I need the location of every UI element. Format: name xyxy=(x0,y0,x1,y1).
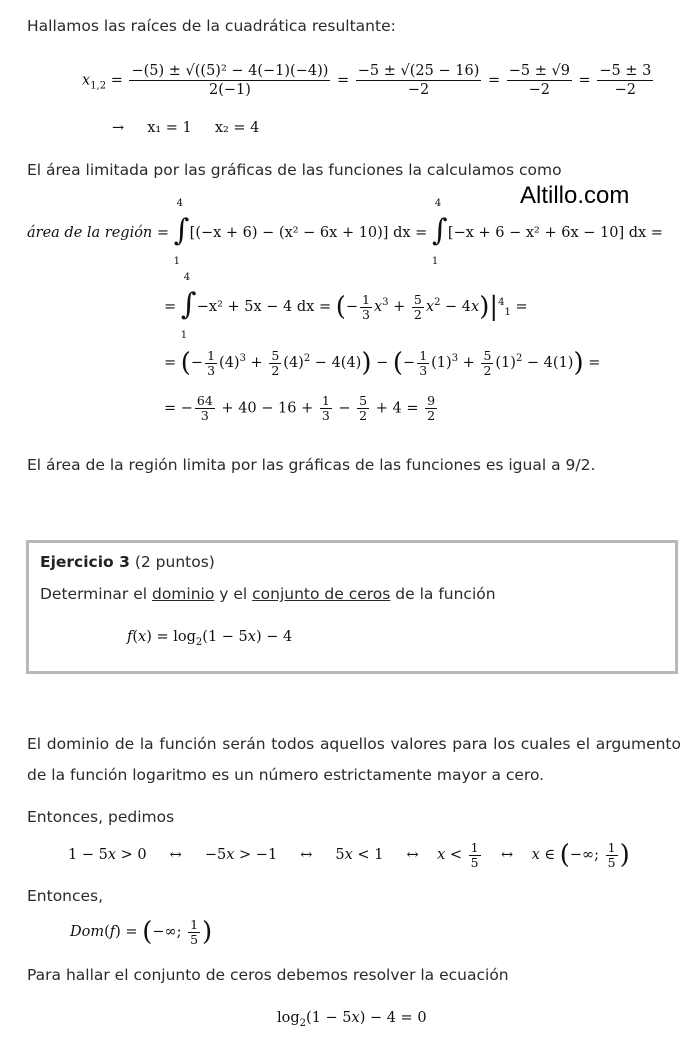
domain-result: Dom(f) = (−∞; $\frac{1}{5}$ ) xyxy=(70,916,213,947)
roots-fraction-1: $\frac{\text{−(5) ± √((5)² − 4(−1)(−4))}}{2(-1)}$ xyxy=(131,63,329,98)
paragraph-zeros-intro: Para hallar el conjunto de ceros debemos resolver la ecuación xyxy=(27,966,509,984)
paragraph-roots-intro: Hallamos las raíces de la cuadrática resultante: xyxy=(27,17,396,35)
area-formula-line2: = 4 ∫ 1 −x² + 5x − 4 dx = (− $\frac{1}{3}$ $x^3$ + $\frac{5}{2}$ $x^2 - 4x)|^4_1$ = xyxy=(164,272,528,341)
paragraph-area-result: El área de la región limita por las gráficas de las funciones es igual a 9/2. xyxy=(27,456,596,474)
exercise-box xyxy=(26,540,678,674)
roots-result: → x₁ = 1 x₂ = 4 xyxy=(112,120,260,136)
exercise-title: Ejercicio 3 (2 puntos) xyxy=(40,553,215,571)
area-formula-line1: área de la región = 4 ∫ 1 [(−x + 6) − (x² − 6x + 10)] dx = 4 ∫ 1 [−x + 6 − x² + 6x − 10] dx = xyxy=(27,198,663,267)
function-definition: $f(x) = \log_2(1 - 5x) - 4$ xyxy=(127,629,293,648)
roots-fraction-2: $\frac{-5 \pm √(25 - 16)}{-2}$ xyxy=(357,63,480,98)
integral-sign: 4 ∫ 1 xyxy=(173,198,190,267)
zeros-equation: $\log_2(1 - 5x) - 4 = 0$ xyxy=(277,1010,427,1029)
paragraph-area-intro: El área limitada por las gráficas de las funciones la calculamos como xyxy=(27,161,562,179)
area-formula-line3: = (− $\frac{1}{3}$ $(4)^3$ + $\frac{5}{2}$ $(4)^2 - 4(4)$) − (− $\frac{1}{3}$ $(1)^3$ + $\frac{5}{2}$ $(1)^2 - 4(1)$) = xyxy=(164,347,601,378)
integral-sign: 4 ∫ 1 xyxy=(431,198,448,267)
roots-formula: $x_{1,2}$ = $\frac{\text{−(5) ± √((5)² − 4(−1)(−4))}}{2(-1)}$ = $\frac{-5 \pm √(25 - 16)}{-2}$ = $\frac{-5 \pm √9}{-2}$ = $\frac{-5 \pm 3}{-2}$ xyxy=(82,63,652,98)
paragraph-domain-explanation: El dominio de la función serán todos aquellos valores para los cuales el argumento de la función logaritmo es un número estrictamente mayor a cero. xyxy=(27,735,681,784)
exercise-question: Determinar el dominio y el conjunto de ceros de la función xyxy=(40,585,496,603)
roots-fraction-4: $\frac{-5 \pm 3}{-2}$ xyxy=(599,63,652,98)
paragraph-entonces-pedimos: Entonces, pedimos xyxy=(27,808,175,826)
paragraph-entonces: Entonces, xyxy=(27,887,104,905)
area-formula-line4: = − $\frac{64}{3}$ + 40 − 16 + $\frac{1}{3}$ − $\frac{5}{2}$ + 4 = $\frac{9}{2}$ xyxy=(164,393,436,423)
domain-inequality-chain: 1 − 5x > 0 ↔ −5x > −1 ↔ 5x < 1 ↔ x < $\frac{1}{5}$ ↔ x ∈ (−∞; $\frac{1}{5}$ ) xyxy=(68,839,630,870)
roots-fraction-3: $\frac{-5 \pm √9}{-2}$ xyxy=(508,63,570,98)
integral-sign: 4 ∫ 1 xyxy=(180,272,197,341)
watermark-altillo: Altillo.com xyxy=(520,182,630,209)
